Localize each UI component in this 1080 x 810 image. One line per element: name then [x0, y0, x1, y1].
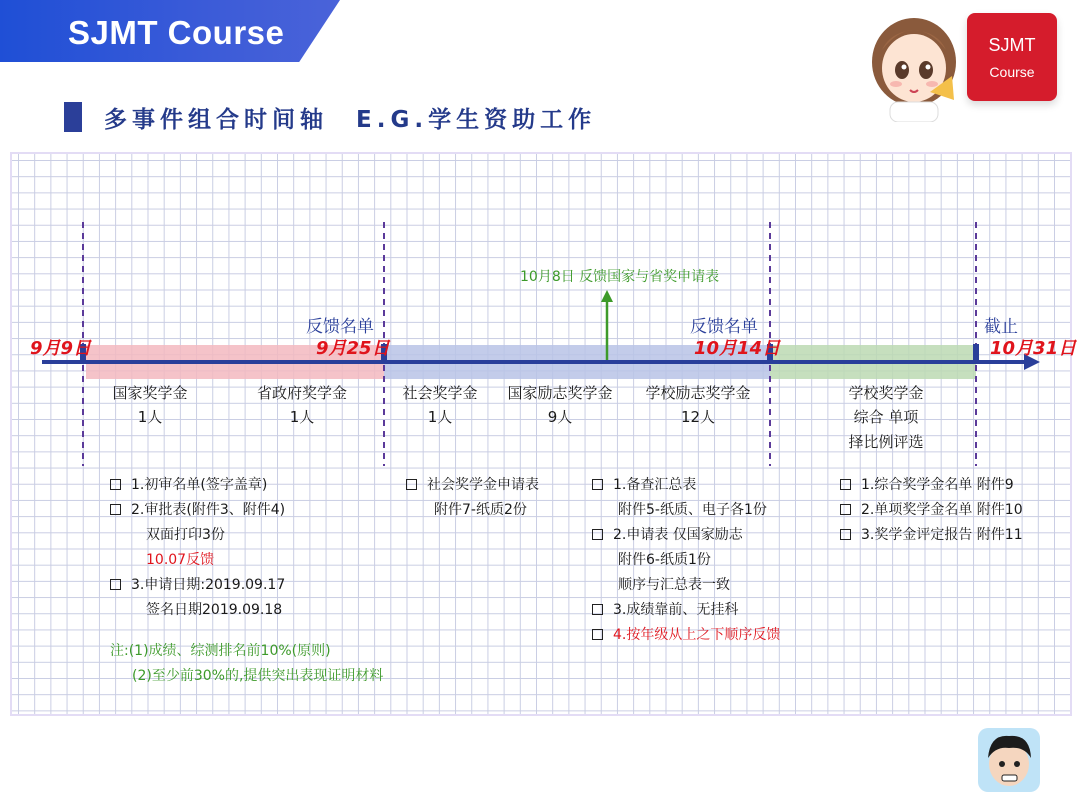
award-name: 省政府奖学金 [256, 384, 348, 402]
logo-line2: Course [989, 64, 1035, 80]
award-name: 学校奖学金 [848, 384, 924, 402]
award-selection-rule: 择比例评选 [848, 433, 924, 451]
footnote-2: (2)至少前30%的,提供突出表现证明材料 [132, 668, 384, 684]
checklist-subtext: 签名日期2019.09.18 [146, 602, 283, 618]
feedback-marker-2: 反馈名单 [690, 317, 758, 337]
checklist-red-note: 10.07反馈 [146, 552, 215, 568]
checkbox [406, 479, 417, 490]
checklist-text: 3.申请日期:2019.09.17 [131, 577, 286, 593]
checklist-text: 4.按年级从上之下顺序反馈 [613, 627, 781, 643]
feedback-marker-1: 反馈名单 [306, 317, 374, 337]
checklist-text: 2.申请表 仅国家励志 [613, 527, 743, 543]
award-name: 社会奖学金 [402, 384, 478, 402]
logo-line1: SJMT [988, 35, 1036, 55]
footnote-1: 注:(1)成绩、综测排名前10%(原则) [110, 643, 331, 659]
checkbox [840, 529, 851, 540]
checklist-item [592, 524, 743, 544]
green-arrow-head [601, 290, 613, 302]
checklist-text: 社会奖学金申请表 [427, 477, 539, 493]
checklist-item [840, 524, 1023, 544]
checkbox [592, 629, 603, 640]
page-heading: 多事件组合时间轴 E.G.学生资助工作 [104, 107, 597, 133]
checkbox [840, 504, 851, 515]
checklist-item [592, 599, 738, 619]
checklist-item [110, 499, 285, 519]
checklist-subtext: 顺序与汇总表一致 [618, 577, 730, 593]
checklist-text: 2.审批表(附件3、附件4) [131, 502, 286, 518]
award-count: 12人 [680, 408, 716, 426]
date-label-4: 10月31日 [990, 338, 1077, 359]
award-name: 国家励志奖学金 [507, 384, 613, 402]
deadline-marker: 截止 [984, 317, 1018, 337]
checklist-text: 2.单项奖学金名单 附件10 [861, 502, 1023, 518]
checklist-item [406, 474, 539, 494]
award-count: 1人 [137, 408, 163, 426]
checkbox [592, 529, 603, 540]
checkbox [592, 479, 603, 490]
date-label-2: 9月25日 [316, 338, 390, 359]
tick-4 [973, 344, 979, 364]
checkbox [110, 504, 121, 515]
checkbox [592, 604, 603, 615]
checklist-text: 3.奖学金评定报告 附件11 [861, 527, 1023, 543]
checklist-text: 1.备查汇总表 [613, 477, 697, 493]
arrow-note: 10月8日 反馈国家与省奖申请表 [520, 269, 720, 285]
checklist-item [840, 499, 1023, 519]
checklist-item [110, 574, 285, 594]
award-name: 国家奖学金 [112, 384, 188, 402]
checklist-text: 1.综合奖学金名单 附件9 [861, 477, 1014, 493]
date-label-1: 9月9日 [30, 338, 92, 359]
boy-avatar-icon [978, 728, 1040, 792]
award-count: 9人 [547, 408, 573, 426]
checklist-item [592, 624, 780, 644]
checklist-item [840, 474, 1014, 494]
checklist-subtext: 附件5-纸质、电子各1份 [618, 502, 767, 518]
checkbox [110, 479, 121, 490]
checklist-text: 3.成绩靠前、无挂科 [613, 602, 739, 618]
checklist-text: 1.初审名单(签字盖章) [131, 477, 268, 493]
checklist-subtext: 附件7-纸质2份 [434, 502, 527, 518]
checklist-item [592, 474, 696, 494]
checklist-subtext: 附件6-纸质1份 [618, 552, 711, 568]
award-count: 1人 [289, 408, 315, 426]
award-name: 学校励志奖学金 [645, 384, 751, 402]
checkbox [110, 579, 121, 590]
award-count: 1人 [427, 408, 453, 426]
checklist-subtext: 双面打印3份 [146, 527, 225, 543]
brand-title: SJMT Course [68, 14, 285, 51]
checklist-item [110, 474, 267, 494]
checkbox [840, 479, 851, 490]
award-subtypes: 综合 单项 [853, 408, 919, 426]
date-label-3: 10月14日 [694, 338, 781, 359]
